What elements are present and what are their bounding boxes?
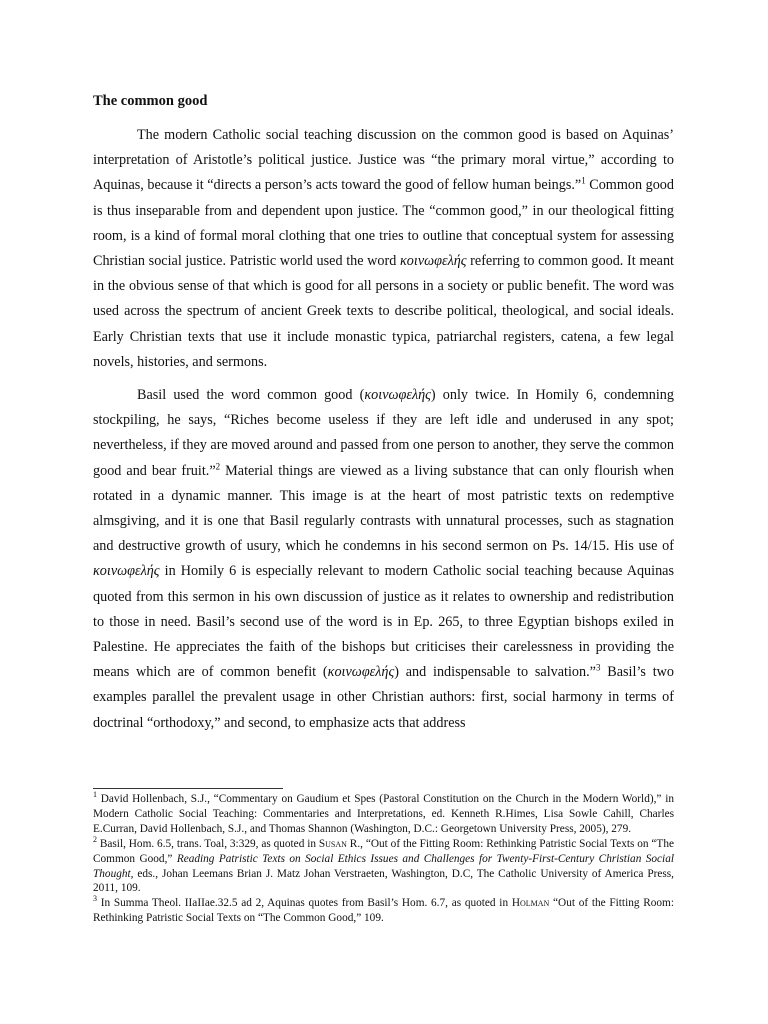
paragraph-2-text-e: ) and indispensable to salvation.” [394, 664, 596, 681]
paragraph-2-text-d: in Homily 6 is especially relevant to modern Catholic social teaching because Aquinas quoted from this sermon in his own discussion of justice as it relates to ownership and redistribution to those in need. Basil’s second use of the word is in Ep. 265, to three Egyptian bishops exiled in Palestine. He appreciates the faith of the bishops but criticises their carelessness in providing the means which are of common benefit ( [93, 563, 674, 681]
paragraph-1-text-c: referring to common good. It meant in the obvious sense of that which is good for all persons in a society or public benefit. The word was used across the spectrum of ancient Greek texts to describe political, theological, and social ideals. Early Christian texts that use it include monastic typica, patriarchal registers, catena, a few legal novels, histories, and sermons. [93, 253, 674, 370]
book-title: Reading Patristic Texts on Social Ethics Issues and Challenges for Twenty-First-Century Christian Social Thought, [93, 852, 674, 880]
greek-term: κοινωφελής [399, 253, 467, 270]
footnotes [93, 792, 674, 926]
paragraph-2-text-a: Basil used the word common good ( [137, 387, 365, 404]
footnote-number: 1 [93, 790, 97, 800]
greek-term: κοινωφελής [364, 387, 431, 404]
paragraph-2 [93, 383, 674, 736]
footnote-number: 2 [93, 834, 97, 844]
paragraph-2-text-b: ) only twice. In Homily 6, condemning stockpiling, he says, “Riches become useless if they are left idle and underused in any spot; nevertheless, if they are moved around and passed from one person to another, they serve the common good and bear fruit.” [93, 387, 674, 479]
footnote-1-text: David Hollenbach, S.J., “Commentary on Gaudium et Spes (Pastoral Constitution on the Church in the Modern World),” in Modern Catholic Social Teaching: Commentaries and Interpretations, ed. Kenneth R.Himes, Lisa Sowle Cahill, Charles E.Curran, David Hollenbach, S.J., and Thomas Shannon (Washington, D.C.: Georgetown University Press, 2005), 279. [93, 793, 674, 835]
footnote-ref-1[interactable]: 1 [581, 175, 586, 186]
footnote-author: Holman [511, 897, 550, 910]
footnote-1 [93, 792, 674, 837]
section-heading: The common good [93, 93, 208, 109]
greek-term: κοινωφελής [93, 563, 160, 580]
footnote-ref-2[interactable]: 2 [215, 460, 221, 471]
paragraph-2-text-c: Material things are viewed as a living substance that can only flourish when rotated in a dynamic manner. This image is at the heart of most patristic texts on redemptive almsgiving, and it is one that Basil regularly contrasts with unnatural processes, such as stagnation and destructive growth of usury, which he condemns in his second sermon on Ps. 14/15. His use of [93, 462, 674, 555]
footnote-author: Susan [318, 837, 347, 850]
paragraph-2-text-f: Basil’s two examples parallel the prevalent usage in other Christian authors: first, social harmony in terms of doctrinal “orthodoxy,” and second, to emphasize acts that address [93, 664, 674, 731]
footnote-3-text-b: “Out of the Fitting Room: Rethinking Patristic Social Texts on “The Common Good,” 109. [93, 897, 674, 925]
body-text [93, 123, 674, 736]
greek-term: κοινωφελής [327, 664, 395, 681]
paragraph-1-text-a: The modern Catholic social teaching discussion on the common good is based on Aquinas’ interpretation of Aristotle’s political justice. Justice was “the primary moral virtue,” according to Aquinas, because it “directs a person’s acts toward the good of fellow human beings.” [93, 127, 674, 194]
paragraph-1 [93, 123, 674, 375]
footnote-divider [93, 788, 283, 789]
footnote-2 [93, 834, 674, 897]
footnote-number: 3 [93, 894, 97, 904]
footnote-2-text-c: eds., Johan Leemans Brian J. Matz Johan Verstraeten, Washington, D.C, The Catholic University of America Press, 2011, 109. [93, 867, 674, 895]
footnote-3-text-a: In Summa Theol. IIaIIae.32.5 ad 2, Aquinas quotes from Basil’s Hom. 6.7, as quoted in [97, 897, 512, 910]
footnote-2-text-b: R., “Out of the Fitting Room: Rethinking Patristic Social Texts on “The Common Good,” [93, 837, 674, 865]
footnote-2-text-a: Basil, Hom. 6.5, trans. Toal, 3:329, as quoted in [97, 837, 319, 850]
footnote-ref-3[interactable]: 3 [595, 662, 601, 673]
paragraph-1-text-b: Common good is thus inseparable from and dependent upon justice. The “common good,” in our theological fitting room, is a kind of formal moral clothing that one tries to outline that conceptual system for assessing Christian social justice. Patristic world used the word [93, 177, 674, 270]
footnote-3 [93, 896, 674, 926]
